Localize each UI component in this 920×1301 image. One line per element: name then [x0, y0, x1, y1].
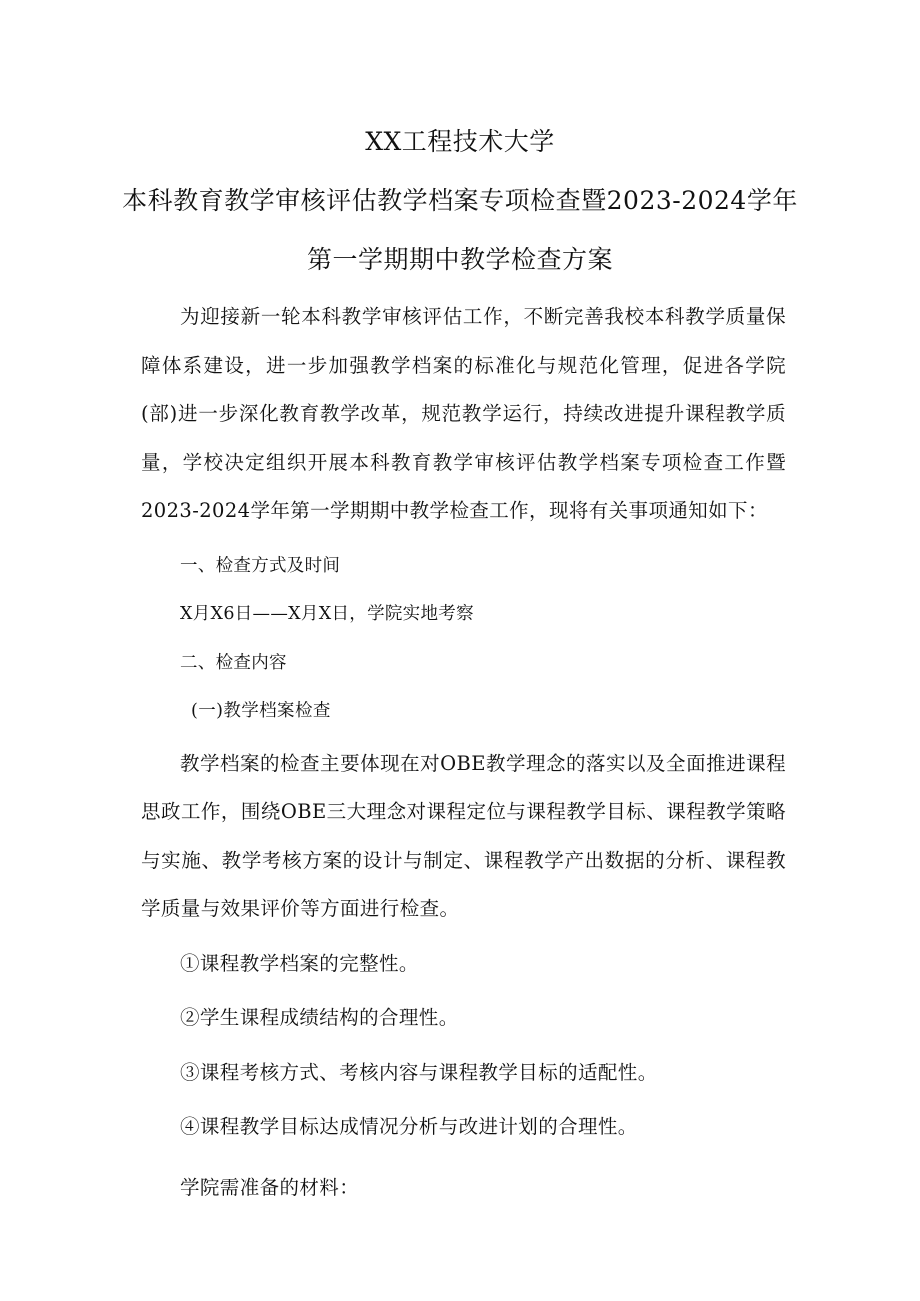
section-heading-method-time: 一、检查方式及时间: [180, 555, 341, 576]
document-body: [141, 293, 786, 1212]
section-heading-content: 二、检查内容: [180, 652, 287, 673]
intro-paragraph: 为迎接新一轮本科教学审核评估工作，不断完善我校本科教学质量保障体系建设，进一步加强教学档案的标准化与规范化管理，促进各学院(部)进一步深化教育教学改革，规范教学运行，持续改进提升课程教学质量，学校决定组织开展本科教育教学审核评估教学档案专项检查工作暨2023-2024学年第一学期期中教学检查工作，现将有关事项通知如下：: [141, 305, 786, 522]
materials-heading: 学院需准备的材料：: [180, 1175, 360, 1199]
check-item-2: ②学生课程成绩结构的合理性。: [180, 1006, 459, 1029]
inspection-time-text: X月X6日——X月X日，学院实地考察: [180, 604, 474, 624]
archives-paragraph: 教学档案的检查主要体现在对OBE教学理念的落实以及全面推进课程思政工作，围绕OBE三大理念对课程定位与课程教学目标、课程教学策略与实施、教学考核方案的设计与制定、课程教学产出数据的分析、课程教学质量与效果评价等方面进行检查。: [141, 751, 786, 920]
subsection-heading-archives: (一)教学档案检查: [191, 701, 331, 721]
check-item-4: ④课程教学目标达成情况分析与改进计划的合理性。: [180, 1115, 638, 1138]
document-title: [0, 112, 920, 289]
title-line-sub: 第一学期期中教学检查方案: [306, 245, 613, 274]
title-line-main: 本科教育教学审核评估教学档案专项检查暨2023-2024学年: [122, 186, 798, 215]
check-item-1: ①课程教学档案的完整性。: [180, 951, 419, 975]
check-item-3: ③课程考核方式、考核内容与课程教学目标的适配性。: [180, 1060, 658, 1084]
title-line-university: XX工程技术大学: [365, 127, 555, 156]
